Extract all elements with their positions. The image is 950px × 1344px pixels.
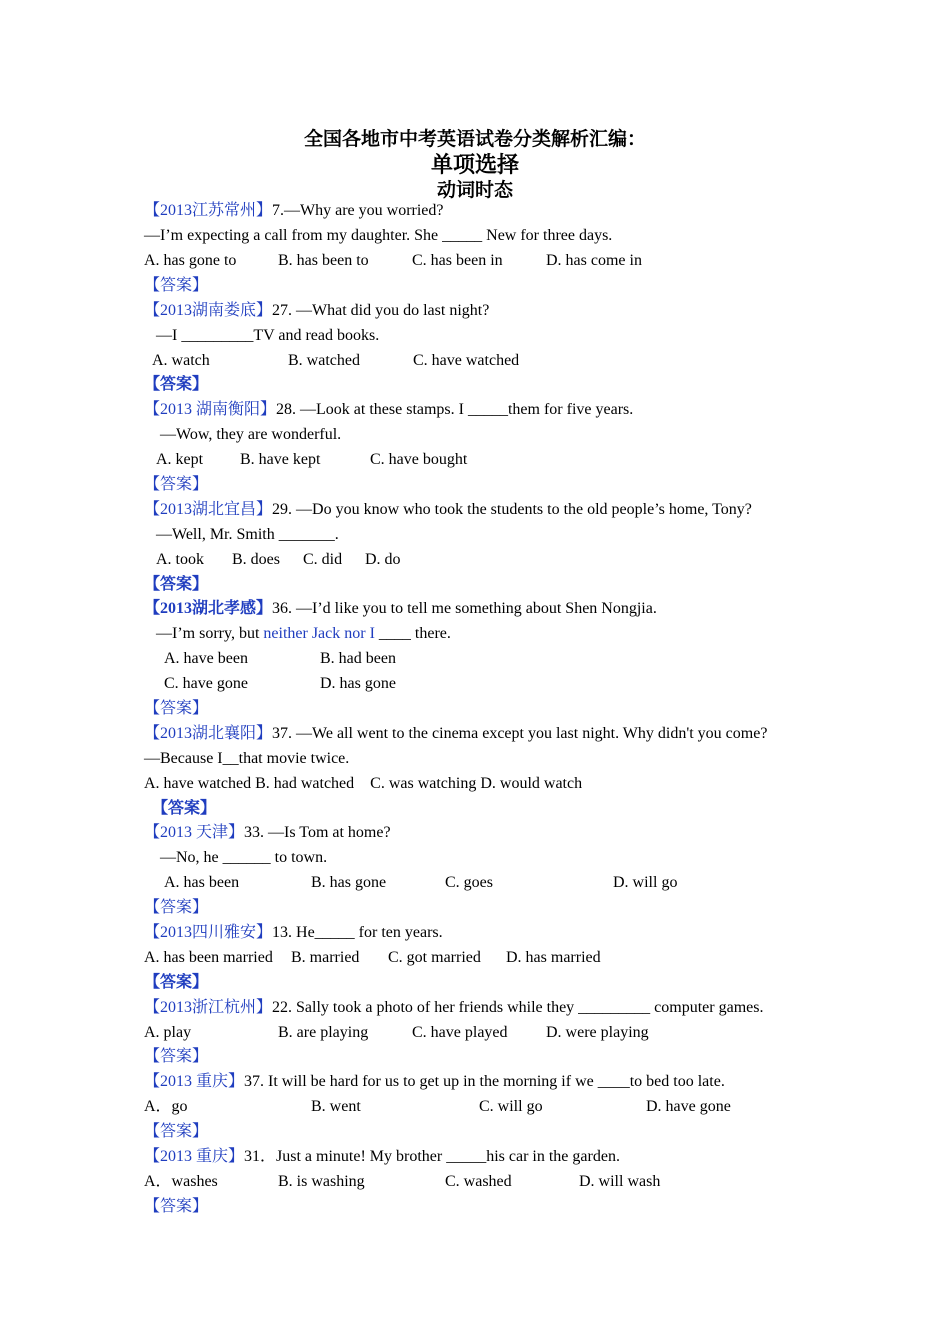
option: C. has been in (412, 252, 503, 269)
question-stem: 【2013 湖南衡阳】28. —Look at these stamps. I _____them for five years. (144, 401, 634, 418)
option: B. has gone (311, 874, 387, 891)
question-source-tag: 【2013江苏常州】 (144, 202, 273, 219)
option: D. has gone (320, 675, 396, 692)
option: A. watch (152, 352, 210, 369)
option: B. married (291, 949, 360, 966)
question-line: —Wow, they are wonderful. (160, 426, 342, 443)
option: B. had been (320, 650, 396, 667)
option: B. is washing (278, 1173, 365, 1190)
question-line: —Well, Mr. Smith _______. (156, 526, 339, 543)
option: A. has been married (144, 949, 273, 966)
question-line: —Because I__that movie twice. (144, 750, 350, 767)
option: C. have played (412, 1024, 508, 1041)
option: A. has been (164, 874, 240, 891)
option: A. have been (164, 650, 248, 667)
option: A．go (144, 1098, 188, 1115)
answer-label: 【答案】 (144, 1198, 209, 1215)
question-source-tag: 【2013 天津】 (144, 824, 245, 841)
option: B. went (311, 1098, 361, 1115)
option: C. washed (445, 1173, 512, 1190)
option: B. has been to (278, 252, 369, 269)
doc-subtitle: 单项选择 (430, 152, 519, 177)
question-stem: 【2013 重庆】37. It will be hard for us to get up in the morning if we ____to bed too late. (144, 1073, 725, 1090)
answer-label: 【答案】 (144, 376, 209, 393)
answer-label: 【答案】 (144, 476, 209, 493)
question-line: —I _________TV and read books. (156, 327, 380, 344)
option: D. have gone (646, 1098, 731, 1115)
question-stem: 【2013湖北孝感】36. —I’d like you to tell me something about Shen Nongjia. (144, 600, 657, 617)
question-source-tag: 【2013浙江杭州】 (144, 999, 273, 1016)
option: C. will go (479, 1098, 543, 1115)
answer-label: 【答案】 (144, 1048, 209, 1065)
question-line: —I’m expecting a call from my daughter. She _____ New for three days. (144, 227, 613, 244)
answer-label: 【答案】 (144, 899, 209, 916)
answer-label: 【答案】 (144, 1123, 209, 1140)
option: C. have bought (370, 451, 468, 468)
question-line: —I’m sorry, but neither Jack nor I ____ there. (156, 625, 451, 642)
option: D. will wash (579, 1173, 661, 1190)
option: D. will go (613, 874, 678, 891)
option: D. were playing (546, 1024, 649, 1041)
option: A. has gone to (144, 252, 237, 269)
option: D. do (365, 551, 401, 568)
question-source-tag: 【2013 重庆】 (144, 1073, 245, 1090)
option: C. have gone (164, 675, 248, 692)
answer-label: 【答案】 (152, 800, 217, 817)
option: D. has come in (546, 252, 642, 269)
question-stem: 【2013江苏常州】7.—Why are you worried? (144, 202, 444, 219)
question-source-tag: 【2013湖南娄底】 (144, 302, 273, 319)
option: C. goes (445, 874, 493, 891)
question-stem: 【2013浙江杭州】22. Sally took a photo of her friends while they _________ computer games. (144, 999, 764, 1016)
option: C. did (303, 551, 343, 568)
options-line: A. have watched B. had watched C. was watching D. would watch (144, 775, 583, 792)
question-source-tag: 【2013 重庆】 (144, 1148, 245, 1165)
option: A. took (156, 551, 204, 568)
question-stem: 【2013湖南娄底】27. —What did you do last night? (144, 302, 490, 319)
answer-label: 【答案】 (144, 974, 209, 991)
doc-title: 全国各地市中考英语试卷分类解析汇编： (303, 129, 646, 150)
highlighted-phrase: neither Jack nor I (263, 625, 375, 642)
answer-label: 【答案】 (144, 277, 209, 294)
question-source-tag: 【2013湖北襄阳】 (144, 725, 273, 742)
answer-label: 【答案】 (144, 700, 209, 717)
question-stem: 【2013湖北襄阳】37. —We all went to the cinema except you last night. Why didn't you come? (144, 725, 768, 742)
question-source-tag: 【2013湖北宜昌】 (144, 501, 273, 518)
option: B. are playing (278, 1024, 369, 1041)
option: B. does (232, 551, 280, 568)
question-stem: 【2013 天津】33. —Is Tom at home? (144, 824, 391, 841)
question-stem: 【2013四川雅安】13. He_____ for ten years. (144, 924, 443, 941)
question-source-tag: 【2013 湖南衡阳】 (144, 401, 277, 418)
question-stem: 【2013湖北宜昌】29. —Do you know who took the students to the old people’s home, Tony? (144, 501, 752, 518)
option: C. have watched (413, 352, 520, 369)
question-source-tag: 【2013湖北孝感】 (144, 600, 273, 617)
option: D. has married (506, 949, 601, 966)
option: A. play (144, 1024, 192, 1041)
option: B. have kept (240, 451, 321, 468)
option: A. kept (156, 451, 204, 468)
question-source-tag: 【2013四川雅安】 (144, 924, 273, 941)
answer-label: 【答案】 (144, 576, 209, 593)
question-stem: 【2013 重庆】31．Just a minute! My brother _____his car in the garden. (144, 1148, 620, 1165)
option: A．washes (144, 1173, 218, 1190)
question-line: —No, he ______ to town. (160, 849, 328, 866)
doc-section-title: 动词时态 (436, 180, 513, 201)
option: B. watched (288, 352, 360, 369)
option: C. got married (388, 949, 481, 966)
